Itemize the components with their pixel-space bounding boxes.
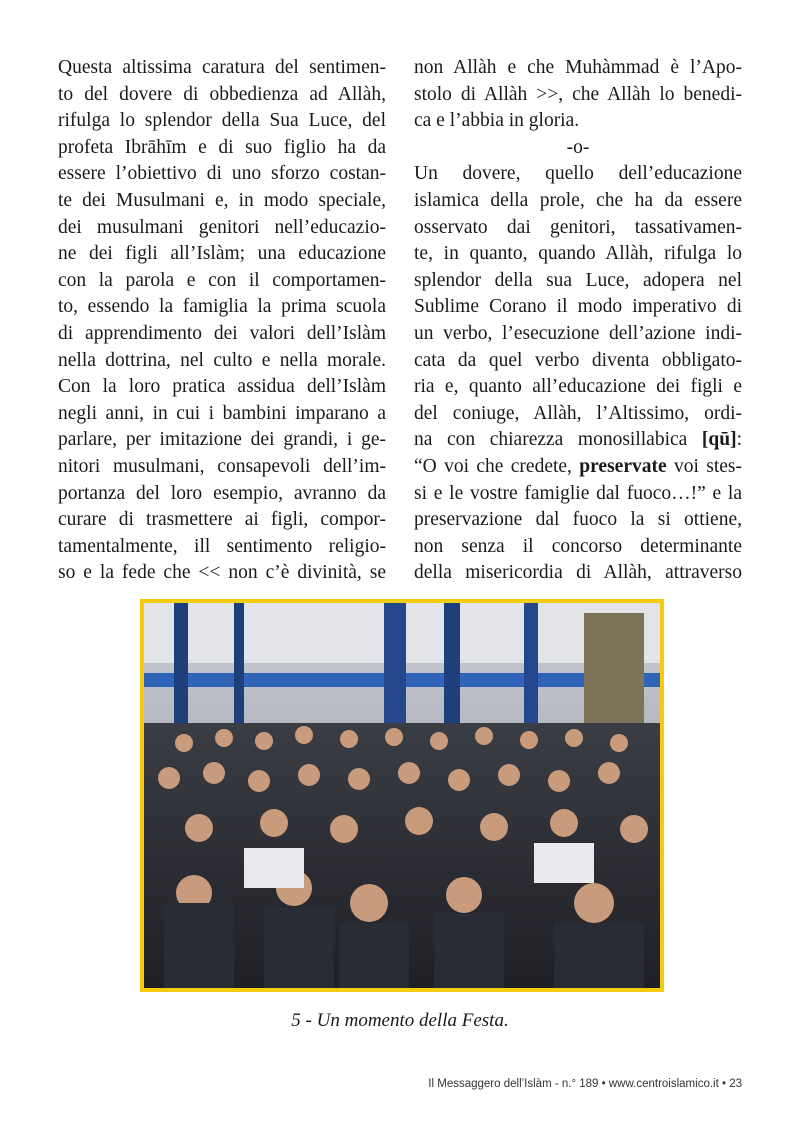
text-line: un verbo, l’esecuzione dell’azione indi- <box>414 322 742 344</box>
text-line: curare di trasmettere ai figli, compor- <box>58 509 386 531</box>
text-line: dei musulmani genitori nell’educazio- <box>58 216 386 238</box>
text-line: preservazione dal fuoco la si ottiene, <box>414 509 742 531</box>
text-line: nella dottrina, nel culto e nella morale. <box>58 349 386 371</box>
text-line: splendor della sua Luce, adopera nel <box>414 269 742 291</box>
text-line-preservate: “O voi che credete, preservate voi stes- <box>414 455 742 477</box>
text-line: ne dei figli all’Islàm; una educazione <box>58 243 386 265</box>
text-line: Un dovere, quello dell’educazione <box>414 163 742 185</box>
text-line: Sublime Corano il modo imperativo di <box>414 296 742 318</box>
text-line: si e le vostre famiglie dal fuoco…!” e la <box>414 482 742 504</box>
page-footer: Il Messaggero dell’Islàm - n.° 189 • www.centroislamico.it • 23 <box>428 1078 742 1090</box>
text-line: del coniuge, Allàh, l’Altissimo, ordi- <box>414 402 742 424</box>
text-line: to del dovere di obbedienza ad Allàh, <box>58 83 386 105</box>
text-line: profeta Ibrāhīm e di suo figlio ha da <box>58 136 386 158</box>
emphasis-preservate: preservate <box>579 455 667 477</box>
text-line: so e la fede che << non c’è divinità, se <box>58 562 386 584</box>
text-line: negli anni, in cui i bambini imparano a <box>58 402 386 424</box>
text-line: Con la loro pratica assidua dell’Islàm <box>58 376 386 398</box>
text-line: Questa altissima caratura del sentimen- <box>58 57 386 78</box>
text-line: cata da quel verbo diventa obbligato- <box>414 349 742 371</box>
right-text-column <box>414 55 742 587</box>
text-line: to, essendo la famiglia la prima scuola <box>58 296 386 318</box>
text-line: portanza del loro esempio, avranno da <box>58 482 386 504</box>
text-line: nitori musulmani, consapevoli dell’im- <box>58 455 386 477</box>
text-line: ca e l’abbia in gloria. <box>414 110 580 132</box>
text-line: te dei Musulmani e, in modo speciale, <box>58 189 386 211</box>
text-line: tamentalmente, ill sentimento religio- <box>58 535 386 557</box>
festa-crowd-photo <box>140 599 664 992</box>
text-line: della misericordia di Allàh, attraverso <box>414 562 742 584</box>
text-line: non senza il concorso determinante <box>414 535 742 557</box>
text-line: ria e, quanto all’educazione dei figli e <box>414 376 742 398</box>
crowd-image <box>144 603 660 988</box>
text-line: te, in quanto, quando Allàh, rifulga lo <box>414 243 742 265</box>
text-line: con la parola e con il comportamen- <box>58 269 386 291</box>
section-separator: -o- <box>566 136 590 158</box>
text-line: osservato dai genitori, tassativamen- <box>414 216 742 238</box>
text-line: stolo di Allàh >>, che Allàh lo benedi- <box>414 83 742 105</box>
emphasis-qu: [qū] <box>701 429 737 451</box>
text-line: islamica della prole, che ha da essere <box>414 189 742 211</box>
text-line: di apprendimento dei valori dell’Islàm <box>58 322 386 344</box>
text-line: non Allàh e che Muhàmmad è l’Apo- <box>414 57 742 78</box>
photo-caption: 5 - Un momento della Festa. <box>291 1010 509 1031</box>
left-text-column <box>58 55 386 587</box>
text-line: parlare, per imitazione dei grandi, i ge- <box>58 429 386 451</box>
text-line-qu: na con chiarezza monosillabica [qū]: <box>414 429 742 451</box>
text-line: rifulga lo splendor della Sua Luce, del <box>58 110 386 132</box>
text-line: essere l’obiettivo di uno sforzo costan- <box>58 163 386 185</box>
